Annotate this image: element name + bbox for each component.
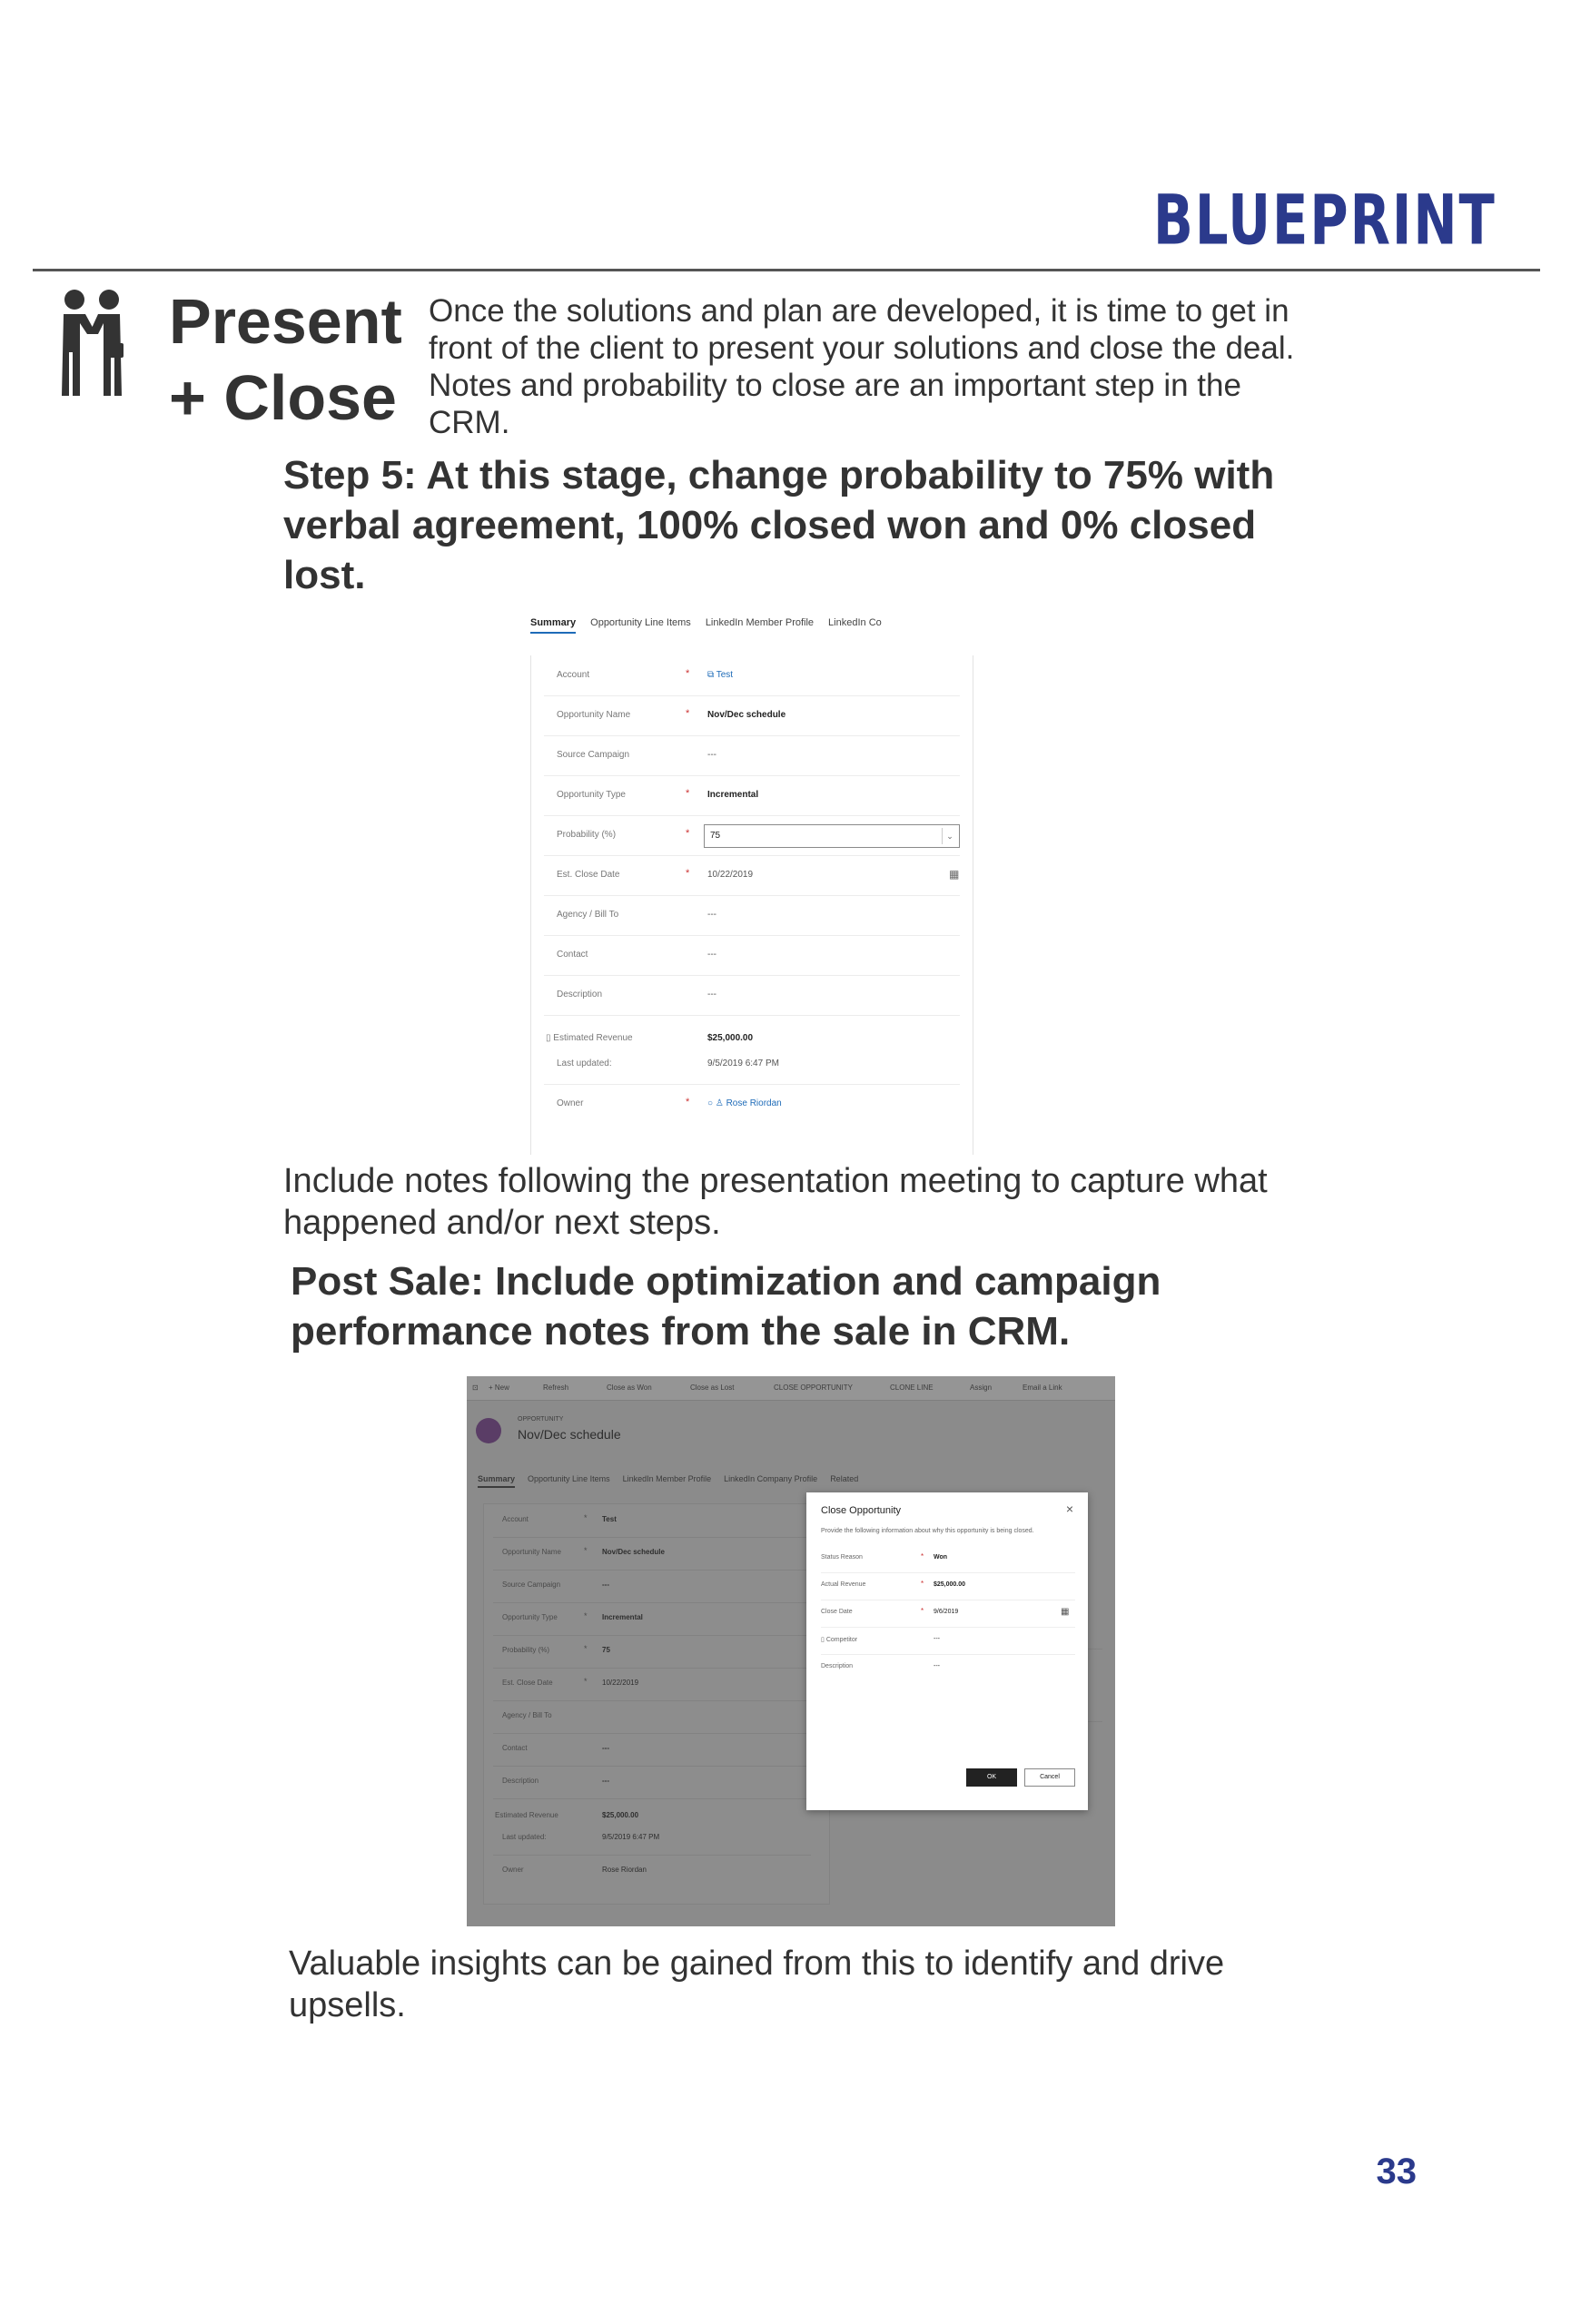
opportunity-form-screenshot [529,610,983,1155]
estimated-revenue-label: Estimated Revenue [553,1033,633,1043]
field-label [821,1636,857,1643]
calendar-icon[interactable]: ▦ [1061,1607,1070,1617]
toolbar-clone-line[interactable]: CLONE LINE [890,1384,934,1392]
required-marker: * [686,708,690,719]
field-probability [544,819,960,856]
bg-field-owner [493,1855,811,1887]
tab-linkedin-member-profile[interactable]: LinkedIn Member Profile [705,617,815,628]
tab-linkedin-member-profile[interactable]: LinkedIn Member Profile [622,1474,712,1483]
insights-paragraph: Valuable insights can be gained from this to identify and drive upsells. [289,1945,1225,2024]
description-value[interactable]: --- [707,990,716,1000]
field-label: Source Campaign [557,750,630,760]
field-source-campaign [544,739,960,776]
required-marker: * [584,1677,588,1686]
ok-button[interactable]: OK [966,1768,1017,1787]
contact-value[interactable]: --- [707,950,716,960]
field-value: --- [602,1777,609,1785]
record-avatar [476,1418,501,1443]
bg-field-opportunity-name [493,1537,811,1571]
field-value: --- [602,1744,609,1752]
calendar-icon[interactable]: ▦ [949,868,960,881]
field-label: Opportunity Type [502,1613,558,1621]
dialog-field-competitor [821,1629,1075,1655]
toolbar-refresh[interactable]: Refresh [543,1384,569,1392]
field-label: Last updated: [557,1059,612,1068]
required-marker: * [686,788,690,799]
field-label: Probability (%) [557,830,617,840]
field-value: --- [602,1581,609,1589]
field-label: Est. Close Date [557,870,620,880]
status-reason-select[interactable]: Won [934,1554,948,1561]
close-icon[interactable]: × [1065,1502,1073,1516]
competitor-input[interactable]: --- [934,1636,940,1642]
account-lookup[interactable] [707,670,733,680]
bg-field-agency [493,1700,811,1734]
owner-lookup[interactable] [707,1098,782,1108]
opportunity-type-value[interactable]: Incremental [707,790,759,800]
dialog-field-close-date [821,1601,1075,1628]
dialog-title: Close Opportunity [821,1505,902,1516]
record-icon: ⧉ [707,670,715,680]
lock-icon: ▯ [546,1033,551,1043]
tab-opportunity-line-items[interactable]: Opportunity Line Items [590,617,691,628]
description-input[interactable]: --- [934,1663,940,1669]
field-label [546,1033,633,1043]
field-label: Account [557,670,590,680]
bg-field-probability [493,1635,811,1669]
close-date-input[interactable]: 9/6/2019 [934,1609,959,1615]
intro-paragraph: Once the solutions and plan are developed, it is time to get in front of the client to present your solutions and close the deal. Notes and probability to close are an important step in the CRM. [429,293,1295,440]
back-icon[interactable]: ⊡ [472,1384,479,1392]
last-updated-value: 9/5/2019 6:47 PM [707,1059,779,1068]
section-title-line2: + Close [169,362,397,433]
field-opportunity-name [544,699,960,736]
field-description [544,979,960,1016]
toolbar-email-link[interactable]: Email a Link [1023,1384,1062,1392]
account-value: Test [716,670,734,680]
field-label: Contact [557,950,588,960]
required-marker: * [584,1513,588,1522]
toolbar-close-as-lost[interactable]: Close as Lost [690,1384,735,1392]
field-owner [544,1088,960,1124]
cancel-button[interactable]: Cancel [1024,1768,1075,1787]
probability-select[interactable] [704,824,960,848]
presence-icon: ○ [707,1098,714,1108]
notes-paragraph: Include notes following the presentation meeting to capture what happened and/or next steps. [283,1162,1268,1242]
handshake-icon [56,287,147,405]
dialog-field-status [821,1547,1075,1573]
section-title-line1: Present [169,286,402,357]
field-contact [544,939,960,976]
bg-field-last-updated [493,1822,811,1856]
bg-field-contact [493,1733,811,1767]
agency-value[interactable]: --- [707,910,716,920]
field-label: Account [502,1515,529,1523]
field-agency [544,899,960,936]
background-form [483,1503,830,1905]
toolbar-close-opportunity[interactable]: CLOSE OPPORTUNITY [774,1384,853,1392]
tab-opportunity-line-items[interactable]: Opportunity Line Items [528,1474,610,1483]
form-tabs [530,617,882,634]
dialog-field-revenue [821,1574,1075,1600]
tab-related[interactable]: Related [830,1474,859,1483]
required-marker: * [686,828,690,839]
required-marker: * [584,1644,588,1653]
bg-field-close-date [493,1668,811,1701]
field-last-updated [544,1048,960,1085]
field-label: Close Date [821,1609,853,1615]
field-opportunity-type [544,779,960,816]
field-label: Description [821,1663,854,1669]
required-marker: * [921,1552,924,1561]
field-value: Nov/Dec schedule [602,1548,665,1556]
probability-value: 75 [710,831,721,841]
field-value: 75 [602,1646,610,1654]
field-value: $25,000.00 [602,1811,639,1819]
record-tabs [478,1474,858,1488]
field-label: Agency / Bill To [502,1711,552,1719]
required-marker: * [686,1097,690,1108]
field-label: Agency / Bill To [557,910,619,920]
close-opportunity-dialog [806,1492,1088,1810]
field-label: Actual Revenue [821,1581,866,1588]
dialog-field-description [821,1656,1075,1681]
field-label: Status Reason [821,1554,863,1561]
tab-linkedin-company-profile[interactable]: LinkedIn Company Profile [724,1474,818,1483]
field-label: Opportunity Type [557,790,626,800]
step5-heading: Step 5: At this stage, change probability to 75% with verbal agreement, 100% closed won and 0% closed lost. [283,453,1275,597]
field-label: Opportunity Name [557,710,631,720]
bg-field-description [493,1766,811,1799]
header-divider [33,269,1540,271]
field-label: Last updated: [502,1833,547,1841]
form-panel [530,655,973,1155]
field-value: 9/5/2019 6:47 PM [602,1833,660,1841]
actual-revenue-input[interactable]: $25,000.00 [934,1581,966,1588]
field-value: Test [602,1515,617,1523]
section-title [169,283,402,436]
record-type: OPPORTUNITY [518,1416,564,1423]
field-label: Description [502,1777,539,1785]
required-marker: * [686,868,690,879]
field-value: 10/22/2019 [602,1679,639,1687]
page-number: 33 [1376,2152,1417,2191]
user-icon: ♙ [715,1098,724,1108]
field-label: Source Campaign [502,1581,561,1589]
required-marker: * [584,1546,588,1555]
lock-icon: ▯ [821,1637,825,1643]
field-label: Owner [557,1098,584,1108]
required-marker: * [921,1580,924,1588]
dialog-description: Provide the following information about why this opportunity is being closed. [821,1528,1034,1534]
toolbar-new[interactable]: + New [489,1384,509,1392]
chevron-down-icon[interactable]: ⌄ [942,828,957,844]
field-value: Incremental [602,1613,643,1621]
field-value: Rose Riordan [602,1866,647,1874]
bg-field-opportunity-type [493,1602,811,1636]
field-est-close-date [544,859,960,896]
owner-value: Rose Riordan [726,1098,782,1108]
required-marker: * [921,1607,924,1615]
required-marker: * [686,668,690,679]
required-marker: * [584,1611,588,1620]
tab-summary[interactable]: Summary [478,1474,515,1488]
field-account [544,659,960,696]
field-label: Contact [502,1744,528,1752]
tab-summary[interactable]: Summary [530,617,576,634]
estimated-revenue-value: $25,000.00 [707,1033,754,1043]
bg-field-source-campaign [493,1570,811,1603]
record-title: Nov/Dec schedule [518,1427,621,1442]
field-label: Opportunity Name [502,1548,561,1556]
opportunity-name-value[interactable]: Nov/Dec schedule [707,710,786,720]
toolbar-close-as-won[interactable]: Close as Won [607,1384,652,1392]
source-campaign-value[interactable]: --- [707,750,716,760]
tab-linkedin-company[interactable]: LinkedIn Co [828,617,882,628]
field-label: Estimated Revenue [495,1811,558,1819]
bg-field-account [493,1504,811,1538]
toolbar-assign[interactable]: Assign [970,1384,993,1392]
field-label: Est. Close Date [502,1679,553,1687]
command-bar [467,1376,1115,1401]
brand-logo: BLUEPRINT [1153,182,1497,261]
close-opportunity-screenshot [467,1376,1115,1926]
field-label: Owner [502,1866,524,1874]
competitor-label: Competitor [825,1637,858,1643]
post-sale-heading: Post Sale: Include optimization and campaign performance notes from the sale in CRM. [291,1259,1161,1354]
field-label: Description [557,990,603,1000]
close-date-value[interactable]: 10/22/2019 [707,870,754,880]
field-label: Probability (%) [502,1646,550,1654]
